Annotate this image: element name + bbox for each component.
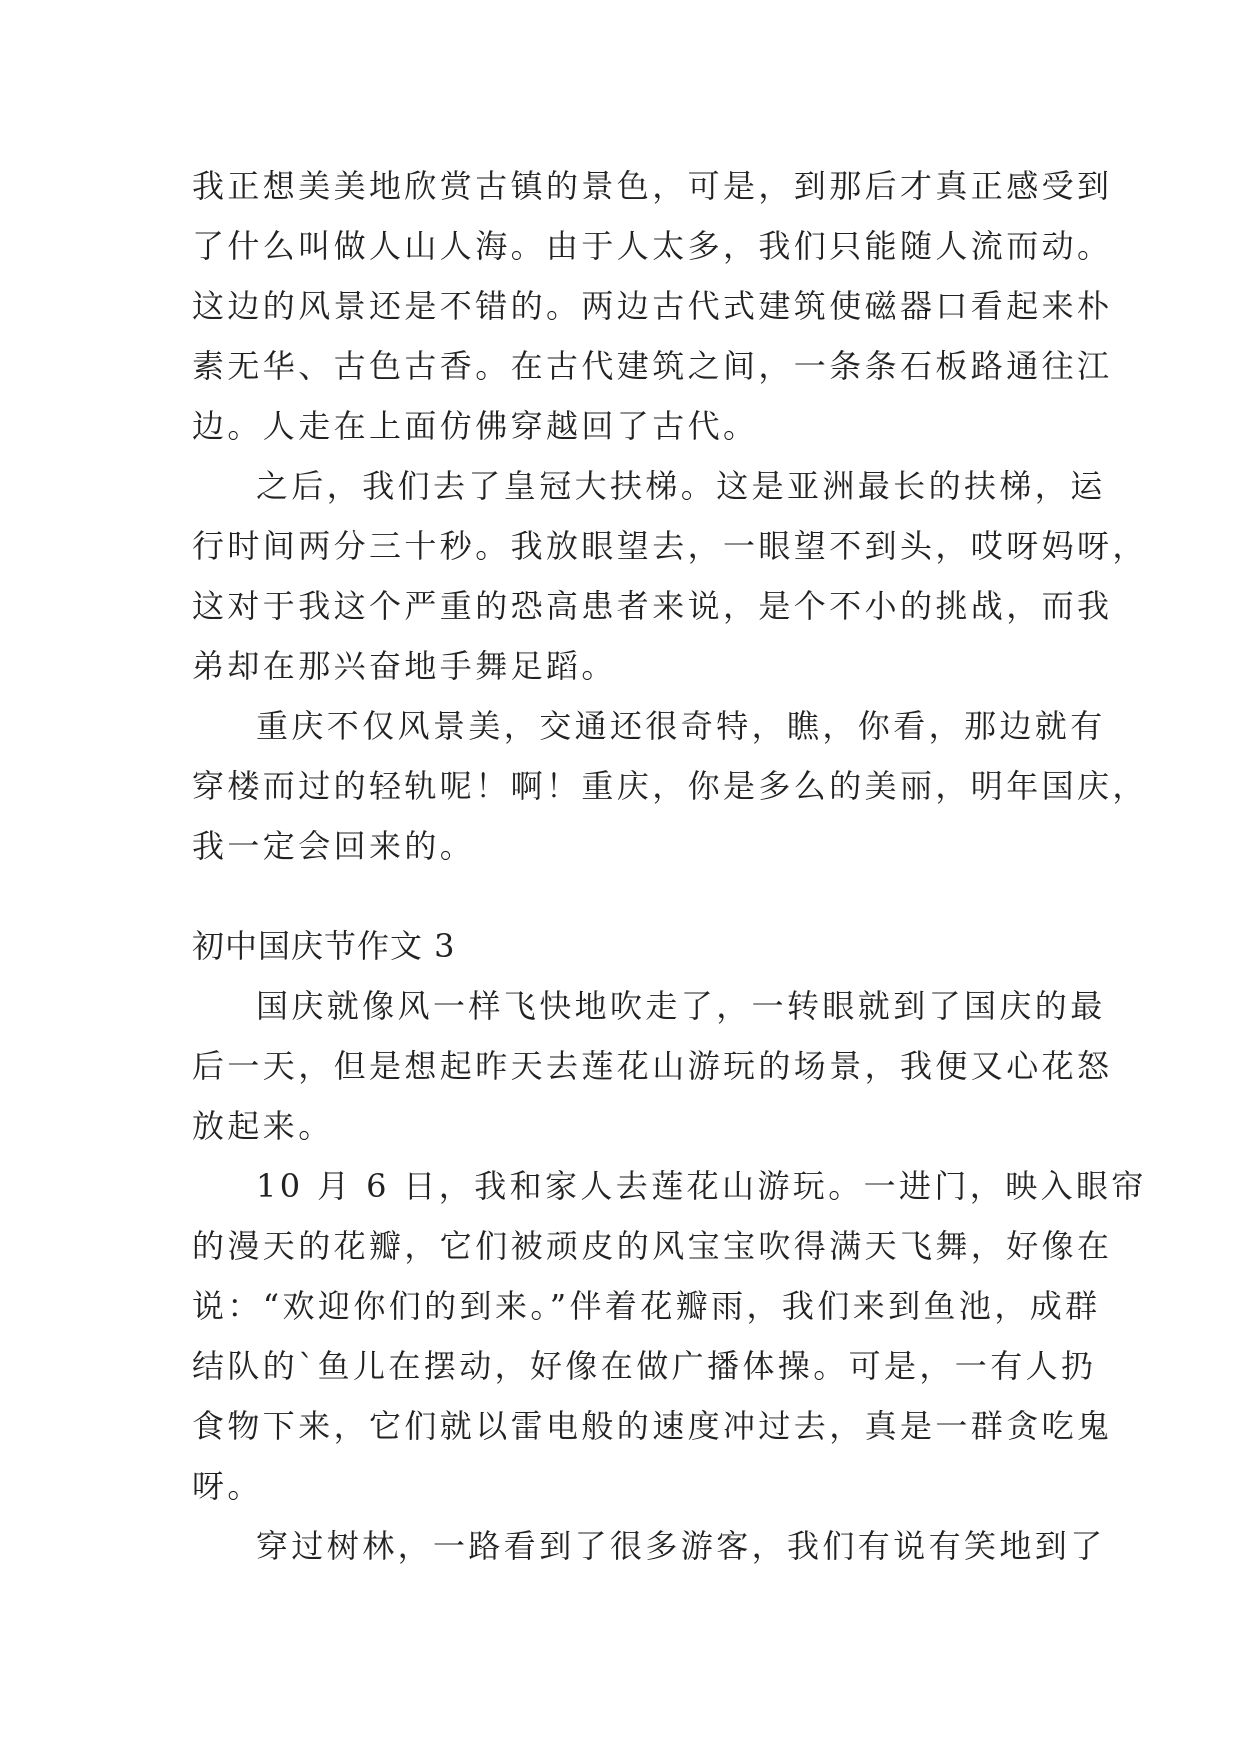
- text-line: 弟却在那兴奋地手舞足蹈。: [192, 647, 617, 685]
- text-line: 了什么叫做人山人海。由于人太多，我们只能随人流而动。: [192, 227, 1113, 265]
- paragraph-first-line: 重庆不仅风景美，交通还很奇特，瞧，你看，那边就有: [256, 707, 1106, 745]
- text-line: 我一定会回来的。: [192, 827, 476, 865]
- text-line: 结队的`鱼儿在摆动，好像在做广播体操。可是，一有人扔: [192, 1347, 1097, 1385]
- text-line: 素无华、古色古香。在古代建筑之间，一条条石板路通往江: [192, 347, 1113, 385]
- text-line: 我正想美美地欣赏古镇的景色，可是，到那后才真正感受到: [192, 167, 1113, 205]
- text-line: 的漫天的花瓣，它们被顽皮的风宝宝吹得满天飞舞，好像在: [192, 1227, 1113, 1265]
- text-line: 说：“欢迎你们的到来。”伴着花瓣雨，我们来到鱼池，成群: [192, 1287, 1101, 1325]
- paragraph-first-line: 10 月 6 日，我和家人去莲花山游玩。一进门，映入眼帘: [256, 1167, 1147, 1205]
- text-line: 穿楼而过的轻轨呢！啊！重庆，你是多么的美丽，明年国庆，: [192, 767, 1148, 805]
- text-line: 这对于我这个严重的恐高患者来说，是个不小的挑战，而我: [192, 587, 1113, 625]
- text-line: 放起来。: [192, 1107, 334, 1145]
- text-line: 呀。: [192, 1467, 263, 1505]
- text-line: 边。人走在上面仿佛穿越回了古代。: [192, 407, 759, 445]
- text-line: 后一天，但是想起昨天去莲花山游玩的场景，我便又心花怒: [192, 1047, 1113, 1085]
- paragraph-first-line: 国庆就像风一样飞快地吹走了，一转眼就到了国庆的最: [256, 987, 1106, 1025]
- paragraph-first-line: 穿过树林，一路看到了很多游客，我们有说有笑地到了: [256, 1527, 1106, 1565]
- text-line: 这边的风景还是不错的。两边古代式建筑使磁器口看起来朴: [192, 287, 1113, 325]
- section-heading: 初中国庆节作文 3: [192, 927, 456, 965]
- paragraph-first-line: 之后，我们去了皇冠大扶梯。这是亚洲最长的扶梯，运: [256, 467, 1106, 505]
- text-line: 食物下来，它们就以雷电般的速度冲过去，真是一群贪吃鬼: [192, 1407, 1113, 1445]
- text-line: 行时间两分三十秒。我放眼望去，一眼望不到头，哎呀妈呀，: [192, 527, 1148, 565]
